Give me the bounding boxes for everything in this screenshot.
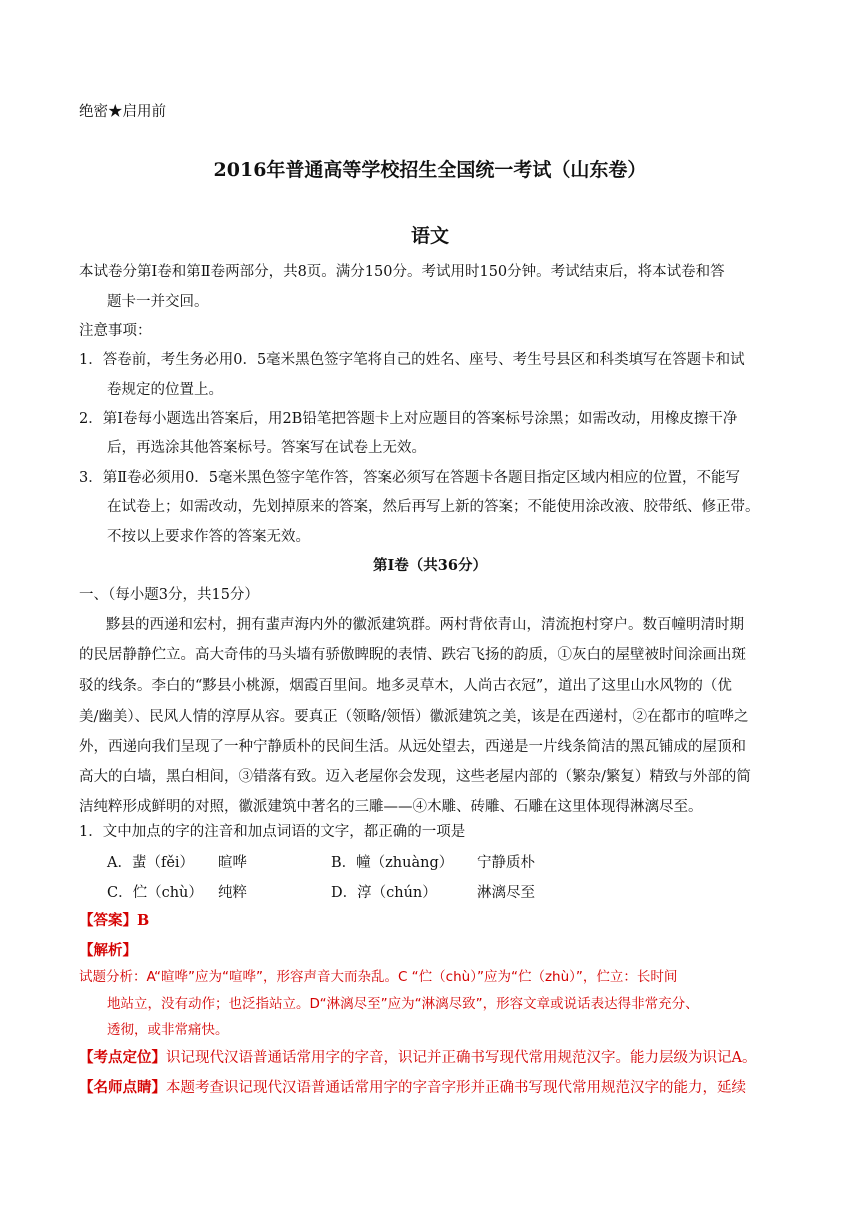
passage-line-7: 洁纯粹形成鲜明的对照，徽派建筑中著名的三雕——④木雕、砖雕、石雕在这里体现得淋漓尽至。 (79, 799, 703, 815)
option-b: B．幢（zhuàng） (331, 855, 454, 871)
question-1: 1．文中加点的字的注音和加点词语的文字，都正确的一项是 (79, 824, 466, 840)
section-title: 第Ⅰ卷（共36分） (373, 557, 487, 574)
intro-line-2: 题卡一并交回。 (107, 294, 209, 310)
option-a-word: 暄哗 (218, 855, 247, 871)
analysis-label: 【解析】 (79, 942, 137, 959)
passage-line-6: 高大的白墙，黑白相间，③错落有致。迈入老屋你会发现，这些老屋内部的（繁杂/繁复）精致与外部的简 (79, 769, 751, 785)
notice-1-line-2: 卷规定的位置上。 (107, 382, 223, 398)
page-title: 2016年普通高等学校招生全国统一考试（山东卷） (213, 159, 647, 181)
option-c-word: 纯粹 (218, 885, 247, 901)
tip-line (79, 1078, 746, 1098)
analysis-line-3: 透彻，或非常痛快。 (107, 1022, 229, 1038)
notice-3-line-2: 在试卷上；如需改动，先划掉原来的答案，然后再写上新的答案；不能使用涂改液、胶带纸、修正带。 (107, 499, 760, 515)
intro-line-1: 本试卷分第Ⅰ卷和第Ⅱ卷两部分，共8页。满分150分。考试用时150分钟。考试结束后，将本试卷和答 (79, 264, 725, 280)
passage-line-3: 驳的线条。李白的“黟县小桃源，烟霞百里间。地多灵草木，人尚古衣冠”，道出了这里山水风物的（优 (79, 678, 732, 694)
subject-title: 语文 (410, 225, 449, 247)
option-d-word: 淋漓尽至 (477, 885, 535, 901)
notice-3-line-3: 不按以上要求作答的答案无效。 (107, 529, 310, 545)
passage-line-5: 外，西递向我们呈现了一种宁静质朴的民间生活。从远处望去，西递是一片线条简洁的黑瓦铺成的屋顶和 (79, 739, 746, 755)
analysis-line-2: 地站立，没有动作；也泛指站立。D“淋漓尽至”应为“淋漓尽致”，形容文章或说话表达得非常充分、 (107, 996, 699, 1012)
option-a: A．蜚（fěi） (107, 855, 195, 871)
notice-2-line-1: 2．第Ⅰ卷每小题选出答案后，用2B铅笔把答题卡上对应题目的答案标号涂黑；如需改动，用橡皮擦干净 (79, 411, 738, 427)
option-c: C．伫（chù） (107, 885, 203, 901)
key-point-text: 识记现代汉语普通话常用字的字音，识记并正确书写现代常用规范汉字。能力层级为识记A。 (166, 1050, 757, 1066)
secret-label: 绝密★启用前 (79, 104, 166, 120)
notice-3-line-1: 3．第Ⅱ卷必须用0．5毫米黑色签字笔作答，答案必须写在答题卡各题目指定区域内相应的位置，不能写 (79, 470, 741, 486)
tip-label: 【名师点睛】 (79, 1079, 166, 1096)
passage-line-1: 黟县的西递和宏村，拥有蜚声海内外的徽派建筑群。两村背依青山，清流抱村穿户。数百幢明清时期 (106, 617, 744, 633)
tip-text-red: 字的字音字形并正确书写现代常用规范汉字的能力，延续 (383, 1080, 746, 1096)
key-point-line (79, 1048, 756, 1068)
key-point-label: 【考点定位】 (79, 1049, 166, 1066)
option-b-word: 宁静质朴 (477, 855, 535, 871)
notice-2-line-2: 后，再选涂其他答案标号。答案写在试卷上无效。 (107, 440, 426, 456)
part-one-heading: 一、（每小题3分，共15分） (79, 587, 259, 603)
option-d: D．淳（chún） (331, 885, 437, 901)
passage-line-4: 美/幽美）、民风人情的淳厚从容。要真正（领略/领悟）徽派建筑之美，该是在西递村，②在都市的喧哗之 (79, 709, 749, 725)
notice-1-line-1: 1．答卷前，考生务必用0．5毫米黑色签字笔将自己的姓名、座号、考生号县区和科类填写在答题卡和试 (79, 352, 745, 368)
passage-line-2: 的民居静静伫立。高大奇伟的马头墙有骄傲睥睨的表情、跌宕飞扬的韵质，①灰白的屋壁被时间涂画出斑 (79, 647, 746, 663)
analysis-line-1: 试题分析：A“暄哗”应为“喧哗”，形容声音大而杂乱。C “伫（chù）”应为“伫（zhù）”，伫立：长时间 (79, 969, 678, 985)
tip-text-black: 本题考查识记现代汉语普通话常用 (166, 1080, 384, 1096)
notice-title: 注意事项： (79, 323, 152, 339)
answer-label: 【答案】B (79, 912, 150, 929)
